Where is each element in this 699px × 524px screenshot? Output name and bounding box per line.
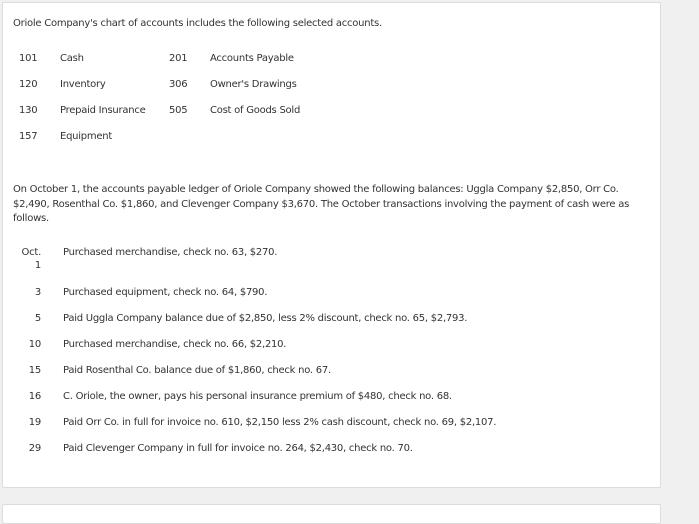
transaction-date: Oct.	[21, 247, 41, 258]
transaction-description: Purchased merchandise, check no. 66, $2,210.	[63, 339, 287, 350]
account-name: Prepaid Insurance	[60, 105, 146, 116]
ledger-paragraph: On October 1, the accounts payable ledger of Oriole Company showed the following balances: Uggla Company $2,850, Orr Co. $2,490, Rosenthal Co. $1,860, and Clevenger Company $3,670. The October transactions involving the payment of cash were as follows.	[13, 184, 630, 224]
account-number: 101	[19, 53, 38, 64]
transaction-date: 15	[28, 365, 41, 376]
transaction-description: C. Oriole, the owner, pays his personal insurance premium of $480, check no. 68.	[63, 391, 452, 402]
account-name: Owner's Drawings	[210, 79, 297, 90]
transaction-description: Purchased merchandise, check no. 63, $270.	[63, 247, 278, 258]
account-name: Inventory	[60, 79, 106, 90]
account-number: 157	[19, 131, 38, 142]
account-number: 505	[169, 105, 188, 116]
transaction-description: Paid Rosenthal Co. balance due of $1,860, check no. 67.	[63, 365, 331, 376]
transaction-description: Purchased equipment, check no. 64, $790.	[63, 287, 268, 298]
account-name: Cost of Goods Sold	[210, 105, 301, 116]
transaction-date: 16	[28, 391, 41, 402]
transaction-date: 19	[28, 417, 41, 428]
account-name: Accounts Payable	[210, 53, 294, 64]
account-number: 120	[19, 79, 38, 90]
transaction-date: 29	[28, 443, 41, 454]
account-name: Cash	[60, 53, 84, 64]
next-card	[2, 504, 661, 524]
question-card	[2, 2, 661, 488]
transaction-date: 3	[34, 287, 41, 298]
account-name: Equipment	[60, 131, 113, 142]
transaction-description: Paid Clevenger Company in full for invoice no. 264, $2,430, check no. 70.	[63, 443, 413, 454]
transaction-date: 5	[34, 313, 41, 324]
account-number: 130	[19, 105, 38, 116]
account-number: 306	[169, 79, 188, 90]
account-number: 201	[169, 53, 188, 64]
transaction-date: 10	[28, 339, 41, 350]
transaction-date-day: 1	[34, 260, 41, 271]
transaction-description: Paid Uggla Company balance due of $2,850, less 2% discount, check no. 65, $2,793.	[63, 313, 468, 324]
intro-text: Oriole Company's chart of accounts includes the following selected accounts.	[13, 18, 382, 29]
transaction-description: Paid Orr Co. in full for invoice no. 610, $2,150 less 2% cash discount, check no. 69, $2,107.	[63, 417, 497, 428]
